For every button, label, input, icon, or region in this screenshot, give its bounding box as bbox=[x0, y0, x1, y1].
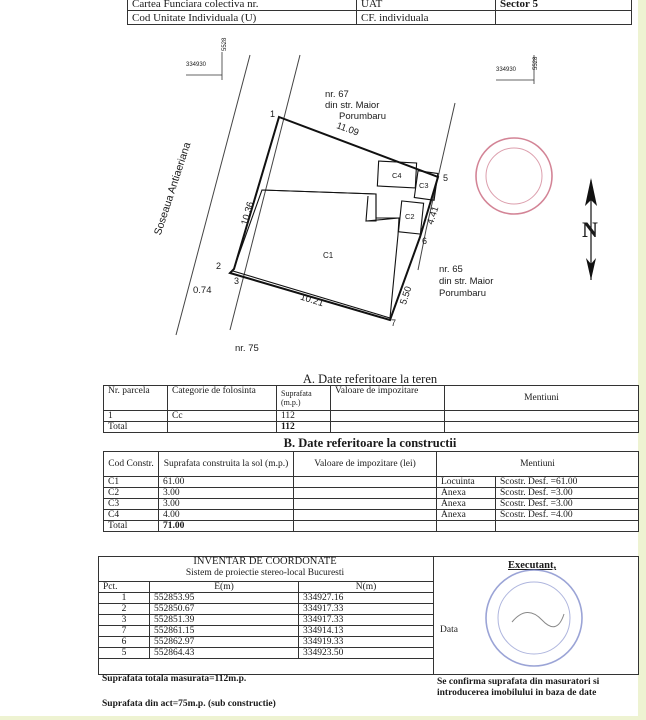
north-label: N bbox=[582, 217, 598, 242]
page-edge-bottom bbox=[0, 716, 646, 720]
section-b-title: B. Date referitoare la constructii bbox=[283, 436, 457, 450]
coord-left: 334930 bbox=[186, 62, 207, 68]
dim-5-50: 5.50 bbox=[398, 285, 415, 306]
header-empty bbox=[496, 11, 632, 25]
stamp-circle bbox=[476, 138, 552, 214]
point-3: 3 bbox=[234, 276, 240, 286]
total-area-note: Suprafata totala masurata=112m.p. bbox=[102, 674, 247, 684]
label-c3: C3 bbox=[419, 181, 429, 190]
nr75-label: nr. 75 bbox=[235, 343, 259, 354]
point-6: 6 bbox=[422, 236, 428, 246]
label-c2: C2 bbox=[405, 212, 415, 221]
section-a-title: A. Date referitoare la teren bbox=[302, 372, 438, 386]
confirmation-note: Se confirma suprafata din masuratori si introducerea imobilului in baza de date bbox=[437, 677, 600, 698]
neighbor-67: nr. 67 din str. Maior Porumbaru bbox=[325, 89, 386, 122]
dim-10-36: 10.36 bbox=[239, 200, 257, 227]
point-1: 1 bbox=[270, 109, 276, 119]
point-7: 7 bbox=[391, 318, 397, 328]
neighbor-65: nr. 65 din str. Maior Porumbaru bbox=[439, 264, 494, 299]
dim-0-74: 0.74 bbox=[193, 285, 212, 296]
dim-4-41: 4.41 bbox=[425, 205, 442, 226]
inventory-title: INVENTAR DE COORDONATE bbox=[193, 556, 337, 567]
act-area-note: Suprafata din act=75m.p. (sub constructie) bbox=[102, 699, 276, 709]
section-a-table: Nr. parcela Categorie de folosinta Suprafata (m.p.) Valoare de impozitare Mentiuni 1 Cc 112 Total 112 bbox=[103, 385, 639, 433]
inventory-subtitle: Sistem de proiectie stereo-local Bucuresti bbox=[185, 568, 345, 578]
coord-right-sub: 5528 bbox=[533, 56, 539, 70]
section-a-total-value: 112 bbox=[277, 422, 331, 433]
executant-title: Executant, bbox=[508, 560, 557, 571]
header-cf-individuala: CF. individuala bbox=[357, 11, 496, 25]
coord-right: 334930 bbox=[496, 67, 517, 73]
header-cf-label: Cartea Funciara colectiva nr. bbox=[128, 0, 357, 11]
header-uat-label: UAT bbox=[357, 0, 496, 11]
section-b-total-value: 71.00 bbox=[159, 521, 294, 532]
dim-11-09: 11.09 bbox=[334, 120, 361, 139]
section-a-total-label: Total bbox=[104, 422, 168, 433]
dim-10-21: 10.21 bbox=[298, 291, 325, 310]
executant-stamp bbox=[482, 566, 586, 670]
section-b-total-label: Total bbox=[104, 521, 159, 532]
point-2: 2 bbox=[216, 261, 222, 271]
header-table bbox=[127, 0, 632, 25]
header-sector: Sector 5 bbox=[496, 0, 632, 11]
site-plan bbox=[0, 37, 640, 370]
street-label: Soseaua Antiaeriana bbox=[152, 140, 194, 237]
label-c1: C1 bbox=[323, 251, 334, 260]
label-c4: C4 bbox=[392, 171, 402, 180]
point-5: 5 bbox=[443, 173, 449, 183]
coord-left-sub: 5528 bbox=[222, 37, 228, 51]
inventory-table: Pct. E(m) N(m) 1 552853.95 334927.16 2 552850.67 334917.33 3 552851.39 334917.33 7 552861.15 334914.13 6 552862.97 334919.33 5 552864.43 334923.50 bbox=[98, 581, 434, 659]
header-cod-label: Cod Unitate Individuala (U) bbox=[128, 11, 357, 25]
date-label: Data bbox=[440, 625, 458, 635]
section-b-table: Cod Constr. Suprafata construita la sol (m.p.) Valoare de impozitare (lei) Mentiuni C1 61.00 Locuinta Scostr. Desf. =61.00 C2 3.00 Anexa Scostr. Desf. =3.00 C3 3.00 Anexa Scostr. Desf. =3.00 C4 4.00 Anexa Scostr. Desf. =4.00 Total 71.00 bbox=[103, 451, 639, 532]
